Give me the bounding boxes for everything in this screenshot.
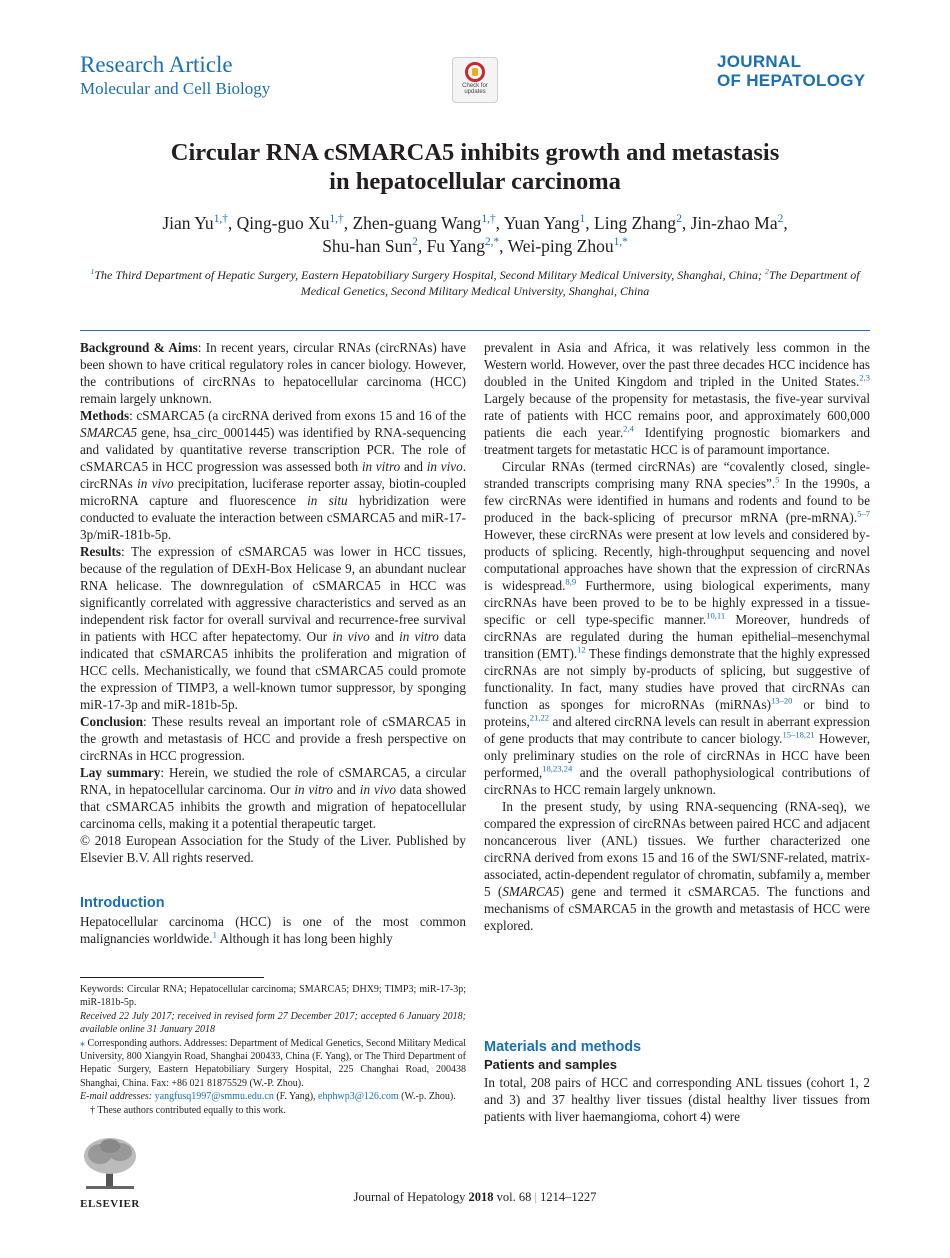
author-list: Jian $Yu^{1,\dagger}$, Qing-guo $Xu^{1,\dagger}$, Zhen-guang Wang$^{1,\dagger}$, Yuan Yang$^1$, Ling Zhang$^2$, Jin-zhao Ma$^2$, Shu-han Sun$^2$, Fu Yang$^{2,*}$, Wei-ping Zhou$^{1,*}$ xyxy=(162,213,788,256)
title-line-2: in hepatocellular carcinoma xyxy=(329,168,621,195)
publisher-name: ELSEVIER xyxy=(80,1198,140,1210)
introduction-heading: Introduction xyxy=(80,895,165,911)
check-updates-icon xyxy=(465,62,485,82)
author[interactable]: Ling Zhang$^2$ xyxy=(594,213,682,233)
title-line-1: Circular RNA cSMARCA5 inhibits growth and metastasis xyxy=(170,139,780,166)
author[interactable]: Yuan Yang$^1$ xyxy=(503,213,586,233)
citation[interactable]: 8,9 xyxy=(565,576,577,587)
email-link[interactable]: ehphwp3@126.com xyxy=(318,1091,399,1103)
footnotes xyxy=(80,983,466,1117)
author[interactable]: Jin-zhao Ma$^2$ xyxy=(690,213,784,233)
journal-name-line2: OF HEPATOLOGY xyxy=(717,71,866,90)
citation[interactable]: 5–7 xyxy=(857,508,870,519)
citation[interactable]: 2,3 xyxy=(859,372,870,383)
citation[interactable]: 2,4 xyxy=(623,423,634,434)
journal-name-line1: JOURNAL xyxy=(717,52,802,71)
abstract-background: Background & Aims: In recent years, circular RNAs (circRNAs) have been shown to have critical regulatory roles in cancer biology. However, the contributions of circRNAs to hepatocellular carcinoma (HCC) remain largely unknown. xyxy=(80,340,466,406)
header-divider xyxy=(80,330,870,331)
citation[interactable]: 5 xyxy=(775,474,780,485)
affiliations: $^1$The Third Department of Hepatic Surgery, Eastern Hepatobiliary Surgery Hospital, Second Military Medical University, Shanghai, China; $^2$The Department of Medical Genetics, Second Military Medical University, Shanghai, China xyxy=(90,267,860,298)
author[interactable]: Fu Yang$^{2,*}$ xyxy=(426,236,500,256)
abstract xyxy=(80,339,466,866)
abstract-results: Results: The expression of cSMARCA5 was lower in HCC tissues, because of the regulation of DExH-Box Helicase 9, an abundant nuclear RNA helicase. The downregulation of cSMARCA5 in HCC was significantly correlated with aggressive characteristics and served as an independent risk factor for overall survival and recurrence-free survival in patients with HCC after hepatectomy. Our in vivo and in vitro data indicated that cSMARCA5 inhibits the proliferation and migration of HCC cells. Mechanistically, we found that cSMARCA5 could promote the expression of TIMP3, a well-known tumor suppressor, by sponging miR-17-3p and miR-181b-5p. xyxy=(80,544,467,712)
check-for-updates-badge[interactable] xyxy=(452,57,498,103)
author[interactable]: Zhen-guang Wang$^{1,\dagger}$ xyxy=(352,213,496,233)
footnote-divider xyxy=(80,977,264,978)
citation[interactable]: 1 xyxy=(212,929,217,940)
abstract-copyright: © 2018 European Association for the Study of the Liver. Published by Elsevier B.V. All rights reserved. xyxy=(80,833,466,865)
equal-contribution: † These authors contributed equally to this work. xyxy=(90,1104,286,1116)
citation[interactable]: 10,11 xyxy=(706,610,726,621)
badge-label-2: updates xyxy=(464,89,486,95)
author[interactable]: Jian $Yu^{1,\dagger}$ xyxy=(162,213,228,233)
methods-heading: Materials and methods xyxy=(484,1039,642,1055)
right-column-text: prevalent in Asia and Africa, it was relatively less common in the Western world. However, over the past three decades HCC incidence has doubled in the United Kingdom and tripled in the United States.$^{2,3}$ Largely because of the propensity for metastasis, the five-year survival rate of patients with HCC remains poor, and approximately 600,000 patients die each year.$^{2,4}$ Identifying prognostic biomarkers and treatment targets for metastatic HCC is of paramount importance. Circular RNAs (termed circRNAs) are “covalently closed, single-stranded transcripts comprising many RNA species”.$^5$ In the 1990s, a few circRNAs were identified in humans and rodents and found to be produced in the back-splicing of precursor mRNA (pre-mRNA).$^{5-7}$ However, these circRNAs were present at low levels and considered by-products of splicing. Recently, high-throughput sequencing and novel computational approaches have shown that the expression of circRNAs is widespread.$^{8,9}$ Furthermore, using biological experiments, many circRNAs have been proved to be to be highly expressed in a tissue-specific or cell type-specific manner.$^{10,11}$ Moreover, hundreds of circRNAs are regulated during the human epithelial–mesenchymal transition (EMT).$^{12}$ These findings demonstrate that the highly expressed circRNAs are not simply by-products of splicing, but suggestive of functionality. In fact, many studies have proved that circRNAs can function as sponges for microRNAs (miRNAs)$^{13-20}$ or bind to proteins,$^{21,22}$ and altered circRNA levels can result in aberrant expression of gene products that may contribute to cancer biology.$^{15-18,21}$ However, only preliminary studies on the role of circRNAs in HCC have been performed,$^{18,23,24}$ and the overall pathophysiological contributions of circRNAs to HCC remain largely unknown. In the present study, by using RNA-sequencing (RNA-seq), we compared the expression of circRNAs between paired HCC and adjacent noncancerous liver (ANL) tissues. We further characterized one circRNA derived from exons 15 and 16 of the SWI/SNF-related, matrix-associated, actin-dependent regulator of chromatin, subfamily a, member 5 (SMARCA5) gene and termed it cSMARCA5. The functions and mechanisms of cSMARCA5 in the growth and metastasis of HCC were explored. xyxy=(484,340,871,933)
journal-logo xyxy=(717,52,865,90)
citation[interactable]: 12 xyxy=(577,644,586,655)
corresponding-authors: ⁎ Corresponding authors. Addresses: Department of Medical Genetics, Second Military Medical University, 800 Xiangyin Road, Shanghai 200433, China (F. Yang), or The Third Department of Hepatic Surgery, Eastern Hepatobiliary Surgery Hospital, 225 Changhai Road, 200438 Shanghai, China. Fax: +86 021 81875529 (W.-P. Zhou). xyxy=(80,1037,466,1089)
abstract-lay-summary: Lay summary: Herein, we studied the role of cSMARCA5, a circular RNA, in hepatocellular carcinoma. Our in vitro and in vivo data showed that cSMARCA5 inhibits the growth and migration of hepatocellular carcinoma cells, making it a potential therapeutic target. xyxy=(80,765,467,831)
abstract-methods: Methods: cSMARCA5 (a circRNA derived from exons 15 and 16 of the SMARCA5 gene, hsa_circ_0001445) was identified by RNA-sequencing and validated by quantitative reverse transcription PCR. The role of cSMARCA5 in HCC progression was assessed both in vitro and in vivo. circRNAs in vivo precipitation, luciferase reporter assay, biotin-coupled microRNA capture and fluorescence in situ hybridization were conducted to evaluate the interaction between cSMARCA5 and miR-17-3p/miR-181b-5p. xyxy=(80,408,466,542)
citation[interactable]: 18,23,24 xyxy=(542,763,573,774)
article-title xyxy=(60,138,890,196)
methods-text: In total, 208 pairs of HCC and corresponding ANL tissues (cohort 1, 2 and 3) and 37 healthy liver tissues (distal healthy liver tissues from patients with liver haemangioma, cohort 4) were xyxy=(484,1075,870,1124)
citation[interactable]: 15–18,21 xyxy=(782,729,815,740)
email-addresses: E-mail addresses: yangfusq1997@smmu.edu.cn (F. Yang), ehphwp3@126.com (W.-p. Zhou). xyxy=(80,1091,456,1103)
received-dates: Received 22 July 2017; received in revised form 27 December 2017; accepted 6 January 2018; available online 31 January 2018 xyxy=(80,1010,466,1036)
citation[interactable]: 13–20 xyxy=(770,695,793,706)
patients-samples-subheading: Patients and samples xyxy=(484,1057,617,1072)
citation[interactable]: 21,22 xyxy=(529,712,550,723)
email-link[interactable]: yangfusq1997@smmu.edu.cn xyxy=(154,1091,274,1103)
introduction-text: Hepatocellular carcinoma (HCC) is one of the most common malignancies worldwide.$^1$ Although it has long been highly xyxy=(80,914,466,946)
author[interactable]: Shu-han Sun$^2$ xyxy=(322,236,418,256)
badge-label-1: Check for xyxy=(462,83,488,89)
keywords: Keywords: Circular RNA; Hepatocellular carcinoma; SMARCA5; DHX9; TIMP3; miR-17-3p; miR-181b-5p. xyxy=(80,984,466,1009)
article-section: Molecular and Cell Biology xyxy=(80,79,271,98)
article-type: Research Article xyxy=(80,52,233,77)
author[interactable]: Qing-guo $Xu^{1,\dagger}$ xyxy=(236,213,344,233)
elsevier-tree-icon xyxy=(80,1136,140,1192)
author[interactable]: Wei-ping Zhou$^{1,*}$ xyxy=(507,236,628,256)
abstract-conclusion: Conclusion: These results reveal an important role of cSMARCA5 in the growth and metastasis of HCC and provide a fresh perspective on circRNAs in HCC progression. xyxy=(80,714,466,763)
page-footer: Journal of Hepatology 2018 vol. 68 | 1214–1227 xyxy=(353,1190,597,1204)
